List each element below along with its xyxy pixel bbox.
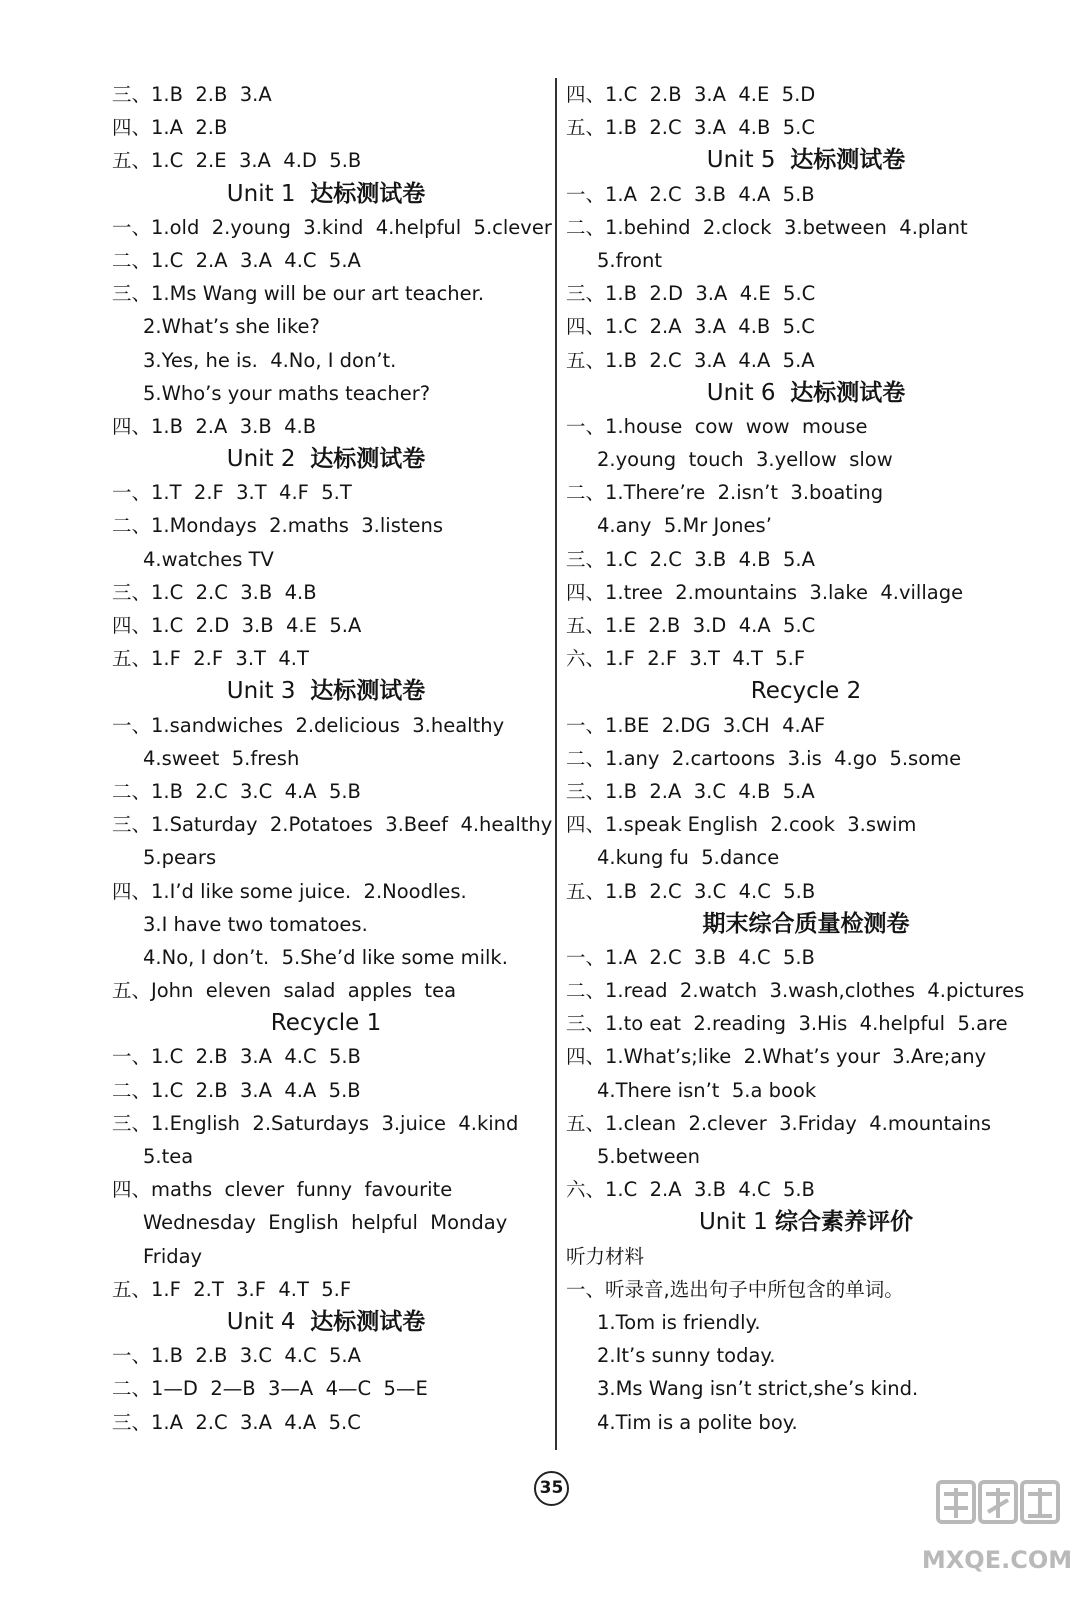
section-title: Unit 4 达标测试卷 xyxy=(226,1308,426,1335)
answer-line: 三、1.C 2.C 3.B 4.B xyxy=(112,580,317,604)
answer-line: 二、1.behind 2.clock 3.between 4.plant xyxy=(566,215,968,239)
answer-line: 六、1.F 2.F 3.T 4.T 5.F xyxy=(566,647,806,671)
answer-line: 五、1.B 2.C 3.A 4.A 5.A xyxy=(566,348,815,372)
answer-line: 五、1.F 2.T 3.F 4.T 5.F xyxy=(112,1277,352,1301)
answer-line: 五、1.B 2.C 3.A 4.B 5.C xyxy=(566,116,815,140)
answer-line: 2.It’s sunny today. xyxy=(597,1344,776,1368)
answer-line: 二、1—D 2—B 3—A 4—C 5—E xyxy=(112,1377,428,1401)
answer-line: 五、1.clean 2.clever 3.Friday 4.mountains xyxy=(566,1111,992,1135)
answer-line: 一、1.T 2.F 3.T 4.F 5.T xyxy=(112,481,352,505)
answer-line: 四、1.B 2.A 3.B 4.B xyxy=(112,414,317,438)
answer-line: 4.watches TV xyxy=(143,547,274,571)
answer-line: 三、1.A 2.C 3.A 4.A 5.C xyxy=(112,1410,361,1434)
answer-line: 4.No, I don’t. 5.She’d like some milk. xyxy=(143,945,508,969)
answer-line: 5.front xyxy=(597,248,662,272)
answer-line: 3.Ms Wang isn’t strict,she’s kind. xyxy=(597,1377,919,1401)
answer-line: Wednesday English helpful Monday xyxy=(143,1211,508,1235)
watermark-text: MXQE.COM xyxy=(921,1546,1073,1574)
watermark-logo xyxy=(921,1472,1073,1587)
answer-line: 二、1.C 2.A 3.A 4.C 5.A xyxy=(112,248,361,272)
answer-line: 二、1.Mondays 2.maths 3.listens xyxy=(112,514,444,538)
answer-line: 四、1.tree 2.mountains 3.lake 4.village xyxy=(566,580,964,604)
answer-line: 一、1.sandwiches 2.delicious 3.healthy xyxy=(112,713,505,737)
answer-line: 五、1.E 2.B 3.D 4.A 5.C xyxy=(566,614,816,637)
answer-line: 5.pears xyxy=(143,846,217,870)
answer-line: 四、1.C 2.D 3.B 4.E 5.A xyxy=(112,614,362,637)
answer-line: 三、1.B 2.B 3.A xyxy=(112,83,272,106)
answer-line: 4.kung fu 5.dance xyxy=(597,846,780,870)
answer-line: 一、1.A 2.C 3.B 4.C 5.B xyxy=(566,945,815,969)
answer-line: 一、1.A 2.C 3.B 4.A 5.B xyxy=(566,182,815,206)
answer-line: 五、John eleven salad apples tea xyxy=(112,979,457,1003)
section-title: Unit 5 达标测试卷 xyxy=(706,147,906,174)
answer-line: 六、1.C 2.A 3.B 4.C 5.B xyxy=(566,1178,815,1202)
answer-line: 一、1.house cow wow mouse xyxy=(566,414,868,438)
answer-line: 四、1.C 2.A 3.A 4.B 5.C xyxy=(566,315,815,339)
answer-line: 五、1.C 2.E 3.A 4.D 5.B xyxy=(112,149,362,173)
answer-line: 三、1.C 2.C 3.B 4.B 5.A xyxy=(566,547,815,571)
answer-line: 二、1.read 2.watch 3.wash,clothes 4.pictures xyxy=(566,979,1025,1003)
section-title: Unit 3 达标测试卷 xyxy=(226,678,426,705)
answer-line: 听力材料 xyxy=(566,1244,645,1268)
answer-line: 一、1.B 2.B 3.C 4.C 5.A xyxy=(112,1344,361,1368)
section-title: Unit 1 达标测试卷 xyxy=(226,180,426,207)
answer-line: 四、1.I’d like some juice. 2.Noodles. xyxy=(112,879,467,903)
right-column xyxy=(566,78,1046,1439)
answer-line: 三、1.B 2.D 3.A 4.E 5.C xyxy=(566,282,816,306)
answer-line: 3.I have two tomatoes. xyxy=(143,912,368,936)
answer-line: 四、maths clever funny favourite xyxy=(112,1178,453,1202)
answer-line: 4.There isn’t 5.a book xyxy=(597,1078,817,1102)
section-title: Recycle 2 xyxy=(750,678,862,705)
answer-line: 二、1.B 2.C 3.C 4.A 5.B xyxy=(112,779,361,803)
answer-line: 4.Tim is a polite boy. xyxy=(597,1410,798,1434)
answer-line: 四、1.A 2.B xyxy=(112,116,228,140)
section-title: Recycle 1 xyxy=(270,1010,382,1037)
answer-line: 一、1.BE 2.DG 3.CH 4.AF xyxy=(566,713,826,737)
answer-line: 2.young touch 3.yellow slow xyxy=(597,448,893,472)
answer-line: 5.tea xyxy=(143,1145,194,1168)
answer-line: 一、1.C 2.B 3.A 4.C 5.B xyxy=(112,1045,361,1069)
answer-line: Friday xyxy=(143,1244,203,1268)
section-title: Unit 1 综合素养评价 xyxy=(698,1209,914,1236)
answer-line: 2.What’s she like? xyxy=(143,315,320,339)
answer-line: 五、1.B 2.C 3.C 4.C 5.B xyxy=(566,879,816,903)
section-title: 期末综合质量检测卷 xyxy=(702,910,910,937)
answer-line: 三、1.Ms Wang will be our art teacher. xyxy=(112,282,485,306)
answer-line: 5.between xyxy=(597,1145,700,1168)
left-column xyxy=(112,78,553,1439)
answer-line: 二、1.There’re 2.isn’t 3.boating xyxy=(566,481,884,505)
section-title: Unit 2 达标测试卷 xyxy=(226,446,426,473)
answer-line: 三、1.English 2.Saturdays 3.juice 4.kind xyxy=(112,1111,519,1135)
answer-line: 4.sweet 5.fresh xyxy=(143,746,300,770)
answer-line: 一、听录音,选出句子中所包含的单词。 xyxy=(566,1277,904,1301)
page-number: 35 xyxy=(534,1471,569,1506)
answer-line: 4.any 5.Mr Jones’ xyxy=(597,514,772,538)
answer-line: 四、1.C 2.B 3.A 4.E 5.D xyxy=(566,83,816,106)
answer-line: 四、1.speak English 2.cook 3.swim xyxy=(566,813,917,837)
section-title: Unit 6 达标测试卷 xyxy=(706,379,906,406)
answer-line: 1.Tom is friendly. xyxy=(597,1310,761,1334)
answer-line: 3.Yes, he is. 4.No, I don’t. xyxy=(143,348,397,372)
answer-line: 一、1.old 2.young 3.kind 4.helpful 5.clever xyxy=(112,215,552,239)
answer-line: 三、1.Saturday 2.Potatoes 3.Beef 4.healthy xyxy=(112,813,553,837)
column-divider xyxy=(555,78,557,1450)
answer-line: 三、1.to eat 2.reading 3.His 4.helpful 5.are xyxy=(566,1012,1008,1036)
answer-line: 四、1.What’s;like 2.What’s your 3.Are;any xyxy=(566,1045,987,1069)
answer-line: 二、1.C 2.B 3.A 4.A 5.B xyxy=(112,1078,361,1102)
answer-line: 三、1.B 2.A 3.C 4.B 5.A xyxy=(566,779,815,803)
answer-line: 5.Who’s your maths teacher? xyxy=(143,381,431,405)
answer-line: 五、1.F 2.F 3.T 4.T xyxy=(112,647,309,671)
answer-line: 二、1.any 2.cartoons 3.is 4.go 5.some xyxy=(566,746,962,770)
